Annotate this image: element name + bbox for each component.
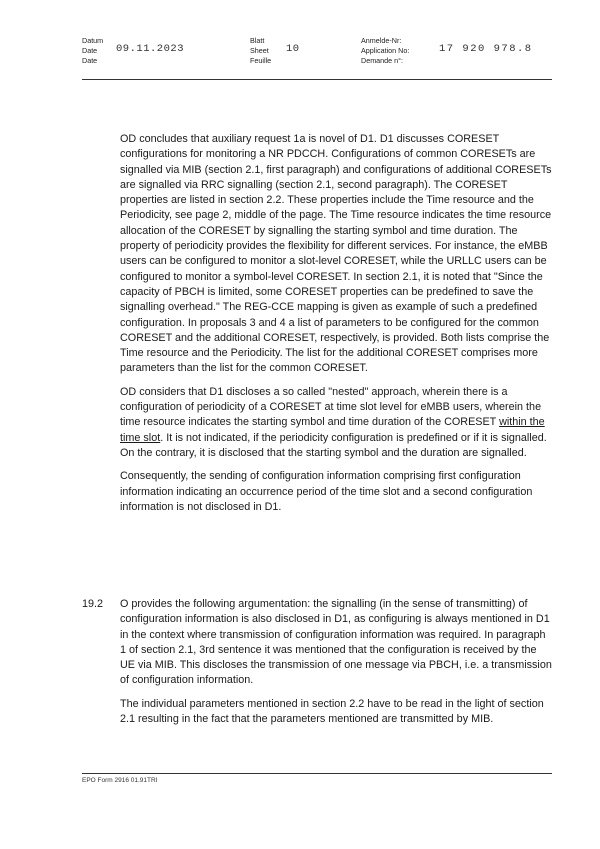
sheet-value: 10 — [286, 43, 300, 55]
footer-rule — [82, 773, 552, 774]
sheet-label-fr: Feuille — [250, 56, 272, 65]
paragraph-nested-approach-part1: OD considers that D1 discloses a so called "nested" approach, wherein there is a configuration of periodicity of a CORESET at time slot level for eMBB users, wherein the time resource indicates the starting symbol and time duration of the CORESET — [120, 385, 542, 429]
sheet-label-de: Blatt — [250, 36, 265, 45]
form-number: EPO Form 2916 01.91TRI — [82, 777, 158, 784]
paragraph-number: 19.2 — [82, 598, 104, 610]
body-text — [120, 132, 552, 523]
sheet-label-en: Sheet — [250, 46, 269, 55]
paragraph-argumentation: O provides the following argumentation: the signalling (in the sense of transmitting) of configuration information is also disclosed in D1, as configuring is always mentioned in D1 in the context where transmission of configuration information was required. In paragraph 1 of section 2.1, 3rd sentence it was mentioned that the configuration is received by the UE via MIB. This discloses the transmission of one message via PBCH, i.e. a transmission of configuration information. — [120, 598, 552, 687]
paragraph-individual-parameters: The individual parameters mentioned in section 2.2 have to be read in the light of section 2.1 resulting in the fact that the parameters mentioned are transmitted by MIB. — [120, 697, 544, 726]
application-label-de: Anmelde-Nr: — [361, 36, 402, 45]
date-value: 09.11.2023 — [116, 43, 185, 55]
date-label-de: Datum — [82, 36, 104, 45]
paragraph-nested-approach-part2: . It is not indicated, if the periodicity configuration is predefined or if it is signalled. On the contrary, it is disclosed that the starting symbol and the duration are signalled. — [120, 431, 547, 459]
paragraph-od-concludes: OD concludes that auxiliary request 1a is novel of D1. D1 discusses CORESET configurations for monitoring a NR PDCCH. Configurations of common CORESETs are signalled via MIB (section 2.1, first paragraph) and configurations of additional CORESETs are signalled via RRC signalling (section 2.1, second paragraph). The CORESET properties are listed in section 2.2. These properties include the Time resource and the Periodicity, see page 2, middle of the page. The Time resource indicates the time resource allocation of the CORESET by signalling the starting symbol and time duration. The property of periodicity provides the flexibility for different services. For instance, the eMBB users can be configured to monitor a slot-level CORESET, while the URLLC users can be configured to monitor a symbol-level CORESET. In section 2.1, it is noted that "Since the capacity of PBCH is limited, some CORESET properties can be predefined to save the signalling overhead." The REG-CCE mapping is given as example of such a predefined configuration. In proposals 3 and 4 a list of parameters to be configured for the common CORESET and the additional CORESET, respectively, is provided. Both lists comprise the Time resource and the Periodicity. The list for the additional CORESET comprises more parameters than the list for the common CORESET. — [120, 133, 552, 375]
application-label-fr: Demande n°: — [361, 56, 404, 65]
date-label-block — [82, 36, 103, 66]
application-label-en: Application No: — [361, 46, 410, 55]
application-label-block — [361, 36, 409, 66]
paragraph-consequently: Consequently, the sending of configuration information comprising first configuration information indicating an occurrence period of the time slot and a second configuration information is not disclosed in D1. — [120, 470, 533, 513]
application-value: 17 920 978.8 — [439, 43, 533, 55]
date-label-fr: Date — [82, 56, 98, 65]
underlined-phrase: within the time slot — [120, 416, 545, 444]
header-rule — [82, 79, 552, 80]
paragraph-nested-approach — [120, 385, 552, 461]
date-label-en: Date — [82, 46, 98, 55]
sheet-label-block — [250, 36, 271, 66]
body-text-section-19-2 — [120, 597, 552, 735]
